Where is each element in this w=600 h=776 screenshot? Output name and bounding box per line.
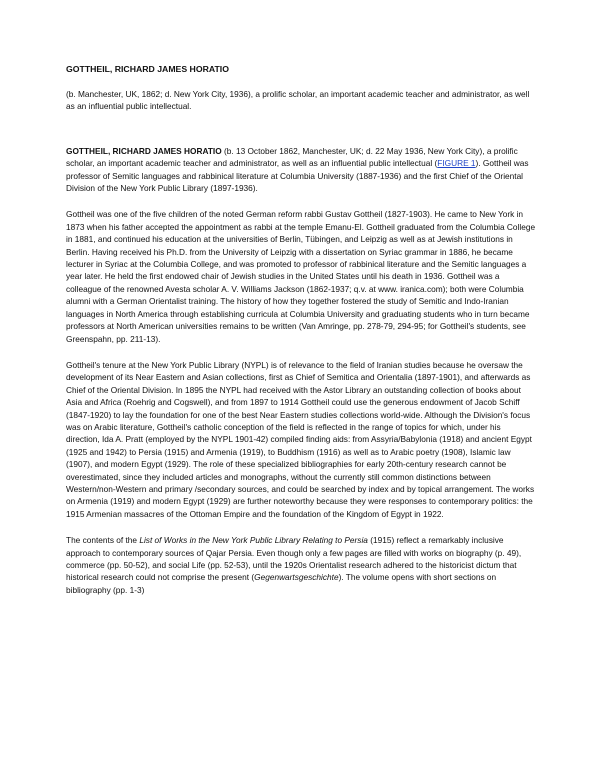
intro-text-b: ). Gottheil was professor of Semitic languages and rabbinical literature at Columbia University (1887-1936) and the first Chief of the Oriental Division of the New York Public Library (1897-1936). bbox=[66, 158, 529, 194]
figure-1-link[interactable]: FIGURE 1 bbox=[437, 158, 476, 169]
article-body bbox=[66, 64, 536, 610]
paragraph-intro bbox=[66, 145, 536, 195]
paragraph-nypl-tenure: Gottheil's tenure at the New York Public Library (NYPL) is of relevance to the field of Iranian studies because he oversaw the development of its Near Eastern and Asian collections, first as Chief of Semitica and Orientalia (1897-1901), and afterwards as Chief of the Oriental Division. In 1895 the NYPL had received with the Astor Library an outstanding collection of books about Asia and Africa (Roehrig and Cogswell), and from 1897 to 1914 Gottheil could use the generous endowment of Jacob Schiff (1847-1920) to lay the foundation for one of the best Near Eastern studies collections world-wide. Although the Division's focus was on Arabic literature, Gottheil's catholic conception of the field is reflected in the range of topics for which, under his direction, Ida A. Pratt (employed by the NYPL 1901-42) compiled finding aids: from Assyria/Babylonia (1918) and ancient Egypt (1925 and 1942) to Persia (1915) and Armenia (1919), to Buddhism (1916) as well as to Arabic poetry (1908), Islamic law (1907), and modern Egypt (1929). The role of these specialized bibliographies for early 20th-century research cannot be overestimated, since they included articles and monographs, without the currently still common distinctions between Western/non-Western and primary /secondary sources, and could be searched by index and by topical arrangement. The works on Armenia (1919) and modern Egypt (1929) are further noteworthy because they were responses to contemporary politics: the 1915 Armenian massacres of the Ottoman Empire and the foundation of the Kingdom of Egypt in 1922. bbox=[66, 359, 535, 519]
persia-text-a: The contents of the bbox=[66, 535, 140, 546]
article-title: GOTTHEIL, RICHARD JAMES HORATIO bbox=[66, 64, 229, 74]
persia-text-b: (1915) reflect a remarkably inclusive approach to contemporary sources of Qajar Persia. Even though only a few pages are filled with works on biography (p. 49), commerce (pp. 50-52), and social Life (pp. 52-53), until the 1920s Orientalist research adhered to the historicist dictum that historical research could not comprise the present ( bbox=[66, 535, 522, 583]
paragraph-persia-list bbox=[66, 534, 536, 596]
paragraph-biography: Gottheil was one of the five children of the noted German reform rabbi Gustav Gottheil (1827-1903). He came to New York in 1873 when his father accepted the appointment as rabbi at the temple Emanu-El. Gottheil graduated from the Columbia College in 1881, and continued his education at the universities of Berlin, Tübingen, and Leipzig as well as at Jewish institutions in Berlin. Having received his Ph.D. from the University of Leipzig with a dissertation on Syriac grammar in 1886, he became lecturer in Syriac at the Columbia College, and was promoted to professor of rabbinical literature and the Semitic languages a year later. He held the first endowed chair of Jewish studies in the United States until his death in 1936. Gottheil was a colleague of the renowned Avesta scholar A. V. Williams Jackson (1862-1937; q.v. at www. iranica.com); both were Columbia alumni with a German Orientalist training. The history of how they together fostered the study of Semitic and Indo-Iranian languages in North America through establishing curricula at Columbia University and graduating students who in turn became professors at North American universities remains to be written (Van Amringe, pp. 278-79, 294-95; for Gottheil's students, see Greenspahn, pp. 211-13). bbox=[66, 209, 536, 344]
intro-text-a: (b. 13 October 1862, Manchester, UK; d. 22 May 1936, New York City), a prolific scholar, an important academic teacher and administrator, as well as an influential public intellectual ( bbox=[66, 145, 518, 169]
gegenwartsgeschichte-term: Gegenwartsgeschichte bbox=[254, 572, 339, 583]
persia-list-title: List of Works in the New York Public Library Relating to Persia bbox=[139, 535, 368, 546]
persia-text-c: ). The volume opens with short sections on bibliography (pp. 1-3) bbox=[66, 572, 497, 595]
lead-name: GOTTHEIL, RICHARD JAMES HORATIO bbox=[66, 145, 222, 156]
article-summary: (b. Manchester, UK, 1862; d. New York City, 1936), a prolific scholar, an important academic teacher and administrator, as well as an influential public intellectual. bbox=[66, 89, 530, 112]
